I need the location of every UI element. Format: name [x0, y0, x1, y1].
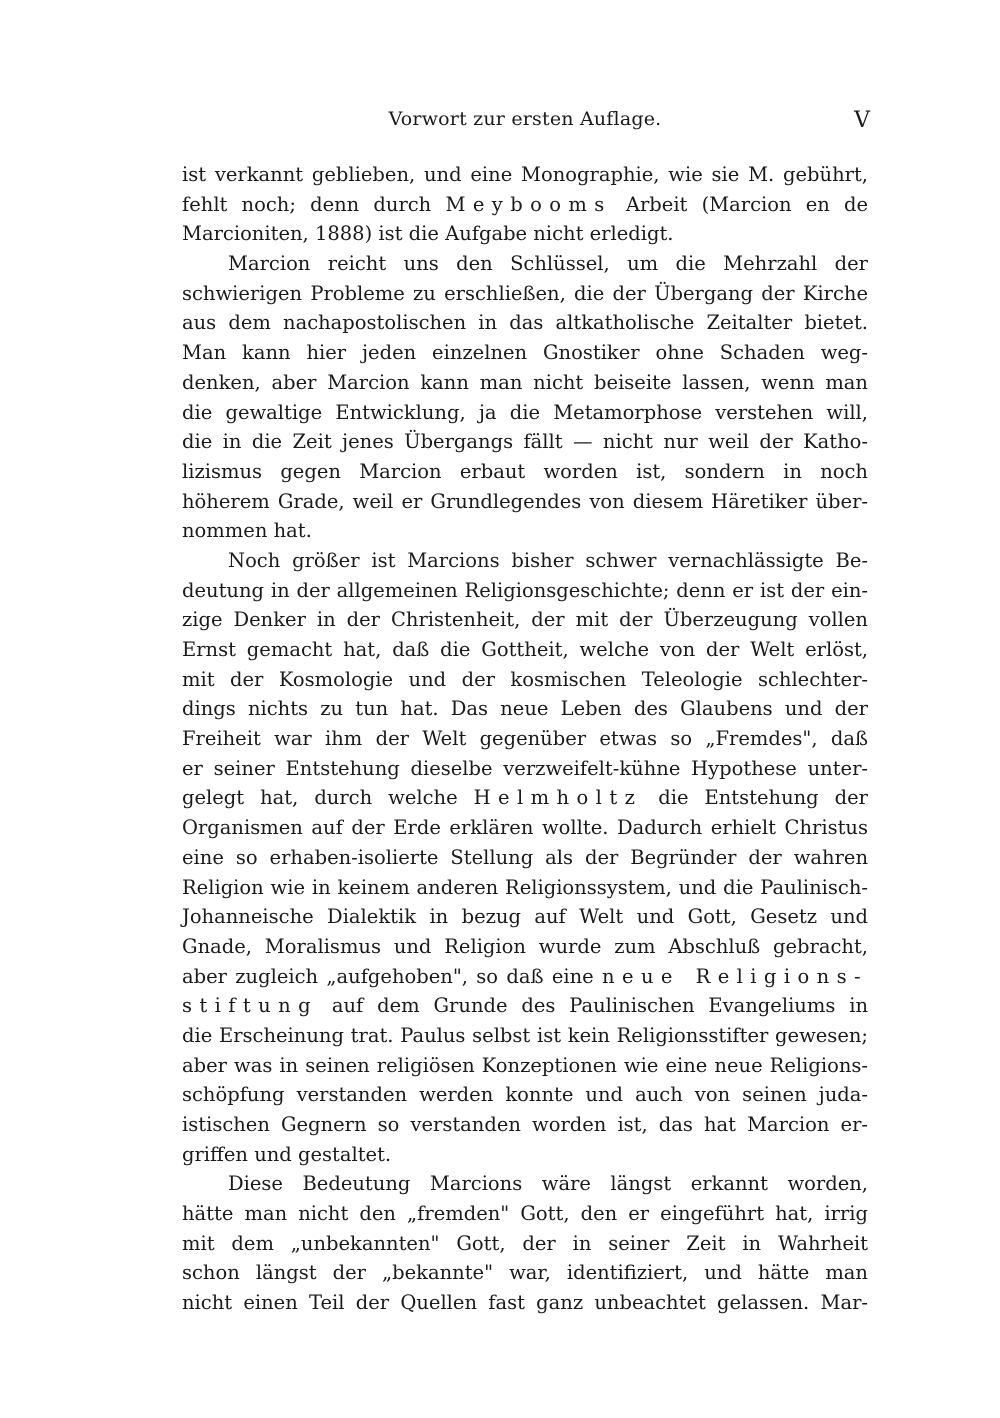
text-line: höherem Grade, weil er Grundlegendes von diesem Häretiker über- [182, 489, 868, 513]
page-number: V [854, 108, 870, 133]
text-line: die in die Zeit jenes Übergangs fällt — nicht nur weil der Katho- [182, 430, 868, 454]
text-line: dings nichts zu tun hat. Das neue Leben des Glaubens und der [182, 697, 868, 721]
text-line: eine so erhaben-isolierte Stellung als der Begründer der wahren [182, 845, 868, 869]
spaced-phrase-neue-religions: neue Religions- [602, 964, 869, 988]
paragraph-start-line: Marcion reicht uns den Schlüssel, um die Mehrzahl der [228, 252, 868, 276]
text-line: die gewaltige Entwicklung, ja die Metamorphose verstehen will, [182, 400, 868, 424]
text-line: Freiheit war ihm der Welt gegenüber etwas so „Fremdes", daß [182, 727, 868, 751]
text-line: Ernst gemacht hat, daß die Gottheit, welche von der Welt erlöst, [182, 638, 868, 661]
text-line: aus dem nachapostolischen in das altkatholische Zeitalter bietet. [182, 311, 868, 335]
text-line: mit der Kosmologie und der kosmischen Teleologie schlechter- [182, 667, 868, 691]
text-line: stiftung auf dem Grunde des Paulinischen Evangeliums in [182, 994, 869, 1018]
body-text [182, 160, 868, 1318]
text-line: aber zugleich „aufgehoben", so daß eine neue Religions- [182, 964, 869, 988]
text-line: Man kann hier jeden einzelnen Gnostiker ohne Schaden weg- [182, 341, 868, 365]
text-line: die Erscheinung trat. Paulus selbst ist kein Religionsstifter gewesen; [182, 1023, 868, 1047]
text-line: schwierigen Probleme zu erschließen, die der Übergang der Kirche [182, 281, 868, 305]
spaced-name-meyboom: Meybooms [445, 192, 612, 216]
spaced-name-helmholtz: Helmholtz [473, 786, 643, 810]
text-line: griffen und gestaltet. [182, 1142, 392, 1166]
text-line: schon längst der „bekannte" war, identifiziert, und hätte man [182, 1261, 868, 1285]
text-line: fehlt noch; denn durch Meybooms Arbeit (Marcion en de [182, 192, 869, 216]
text-line: mit dem „unbekannten" Gott, der in seiner Zeit in Wahrheit [182, 1231, 868, 1255]
text-line: Organismen auf der Erde erklären wollte. Dadurch erhielt Christus [182, 816, 868, 840]
text-line: Gnade, Moralismus und Religion wurde zum Abschluß gebracht, [182, 934, 868, 958]
text-line: denken, aber Marcion kann man nicht beiseite lassen, wenn man [182, 370, 868, 394]
text-line: istischen Gegnern so verstanden worden ist, das hat Marcion er- [182, 1113, 868, 1136]
page-header [180, 108, 870, 138]
text-line: deutung in der allgemeinen Religionsgeschichte; denn er ist der ein- [182, 578, 868, 602]
text-line: aber was in seinen religiösen Konzeptionen wie eine neue Religions- [182, 1053, 868, 1077]
text-line: lizismus gegen Marcion erbaut worden ist, sondern in noch [182, 459, 868, 483]
text-line: er seiner Entstehung dieselbe verzweifelt-kühne Hypothese unter- [182, 756, 868, 780]
spaced-word-stiftung: stiftung [182, 994, 319, 1018]
running-title: Vorwort zur ersten Auflage. [388, 108, 662, 130]
text-line: Marcioniten, 1888) ist die Aufgabe nicht erledigt. [182, 222, 674, 246]
text-line: ist verkannt geblieben, und eine Monographie, wie sie M. gebührt, [182, 163, 868, 186]
text-line: hätte man nicht den „fremden" Gott, den er eingeführt hat, irrig [182, 1202, 868, 1226]
paragraph-start-line: Noch größer ist Marcions bisher schwer vernachlässigte Be- [228, 548, 868, 572]
paragraph-start-line: Diese Bedeutung Marcions wäre längst erkannt worden, [228, 1172, 868, 1196]
text-line: Johanneische Dialektik in bezug auf Welt und Gott, Gesetz und [182, 905, 868, 929]
text-line: nommen hat. [182, 519, 312, 543]
text-line: Religion wie in keinem anderen Religionssystem, und die Paulinisch- [182, 875, 868, 899]
text-line: gelegt hat, durch welche Helmholtz die Entstehung der [182, 786, 869, 810]
text-line: zige Denker in der Christenheit, der mit der Überzeugung vollen [182, 608, 868, 632]
text-line: schöpfung verstanden werden konnte und auch von seinen juda- [182, 1083, 868, 1107]
text-line: nicht einen Teil der Quellen fast ganz unbeachtet gelassen. Mar- [182, 1291, 868, 1315]
